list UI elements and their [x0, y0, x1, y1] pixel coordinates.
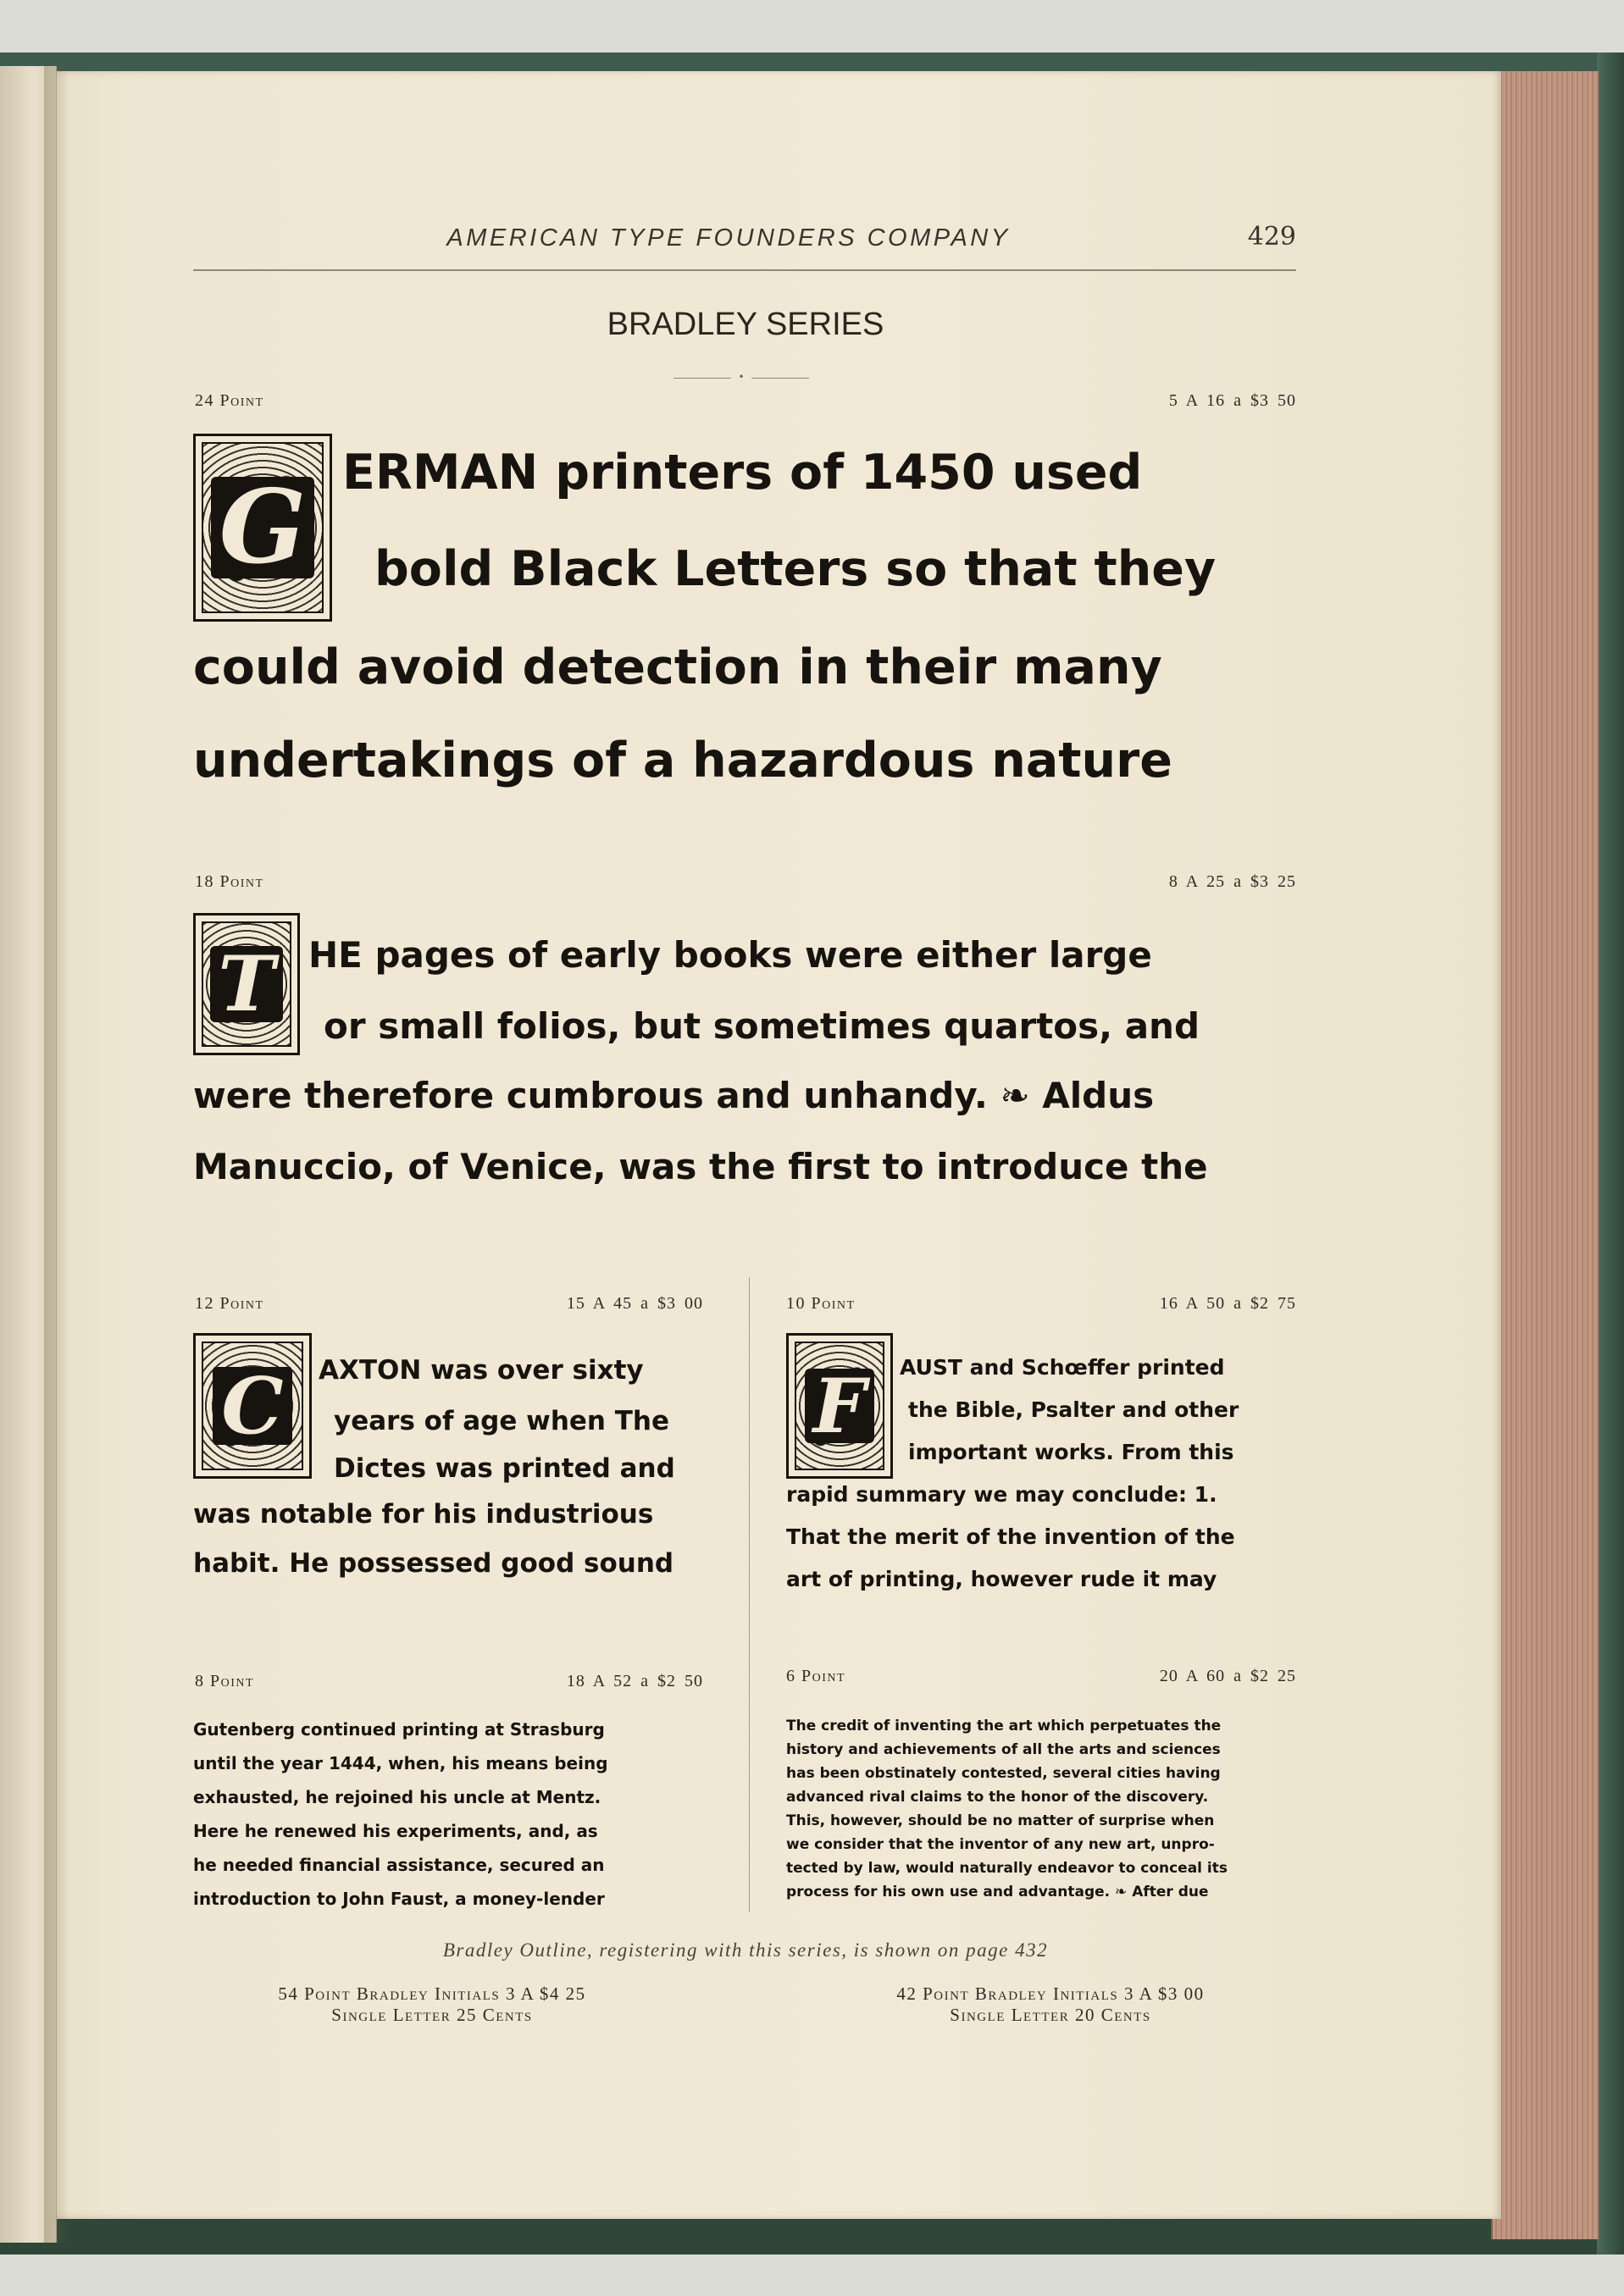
specimen-12pt-line-3: Dictes was printed and: [334, 1453, 675, 1484]
initial-c-12pt: [193, 1333, 312, 1479]
initial-ornament: [202, 1342, 303, 1470]
specimen-8pt-text: [193, 1712, 608, 1916]
header-rule: [193, 269, 1296, 271]
specimen-18pt-line-3: were therefore cumbrous and unhandy. ❧ Aldus: [193, 1075, 1155, 1116]
book-cover-edge: [1597, 53, 1624, 2255]
specimen-6pt-line-8: process for his own use and advantage. ❧ After due: [786, 1884, 1209, 1900]
size-label-24pt: 24 Point: [195, 391, 264, 410]
initials-note-54pt-line-1: 54 Point Bradley Initials 3 A $4 25: [278, 1983, 586, 2004]
specimen-6pt-line-4: advanced rival claims to the honor of the discovery.: [786, 1789, 1209, 1806]
specimen-24pt-line-1: ERMAN printers of 1450 used: [342, 445, 1143, 501]
specimen-18pt-line-2: or small folios, but sometimes quartos, and: [324, 1005, 1200, 1047]
initial-f-10pt: [786, 1333, 893, 1479]
page-number: 429: [1247, 222, 1296, 252]
specimen-6pt-line-2: history and achievements of all the arts and sciences: [786, 1741, 1221, 1758]
initial-letter-c: C: [213, 1367, 291, 1445]
specimen-6pt-line-3: has been obstinately contested, several cities having: [786, 1765, 1221, 1782]
title-ornament: •: [673, 371, 809, 383]
specimen-24pt-line-4: undertakings of a hazardous nature: [193, 733, 1172, 788]
size-label-18pt: 18 Point: [195, 872, 264, 891]
specimen-10pt-line-6: art of printing, however rude it may: [786, 1567, 1217, 1591]
specimen-10pt-line-5: That the merit of the invention of the: [786, 1524, 1235, 1549]
outline-caption: Bradley Outline, registering with this series, is shown on page 432: [442, 1939, 1049, 1961]
specimen-6pt-line-7: tected by law, would naturally endeavor to conceal its: [786, 1860, 1228, 1877]
price-label-6pt: 20 A 60 a $2 25: [1159, 1667, 1296, 1685]
price-label-18pt: 8 A 25 a $3 25: [1168, 872, 1296, 891]
column-divider: [749, 1277, 750, 1912]
initials-note-42pt: [813, 1983, 1288, 2026]
size-label-6pt: 6 Point: [786, 1667, 846, 1685]
initial-letter-t: T: [210, 946, 284, 1022]
price-label-8pt: 18 A 52 a $2 50: [566, 1672, 703, 1690]
initial-letter-f: F: [805, 1369, 874, 1443]
series-title: BRADLEY SERIES: [607, 307, 884, 342]
initial-ornament: [202, 921, 291, 1047]
specimen-8pt-line-3: exhausted, he rejoined his uncle at Mentz.: [193, 1787, 601, 1807]
price-label-24pt: 5 A 16 a $3 50: [1168, 391, 1296, 410]
specimen-10pt-line-2: the Bible, Psalter and other: [908, 1397, 1239, 1422]
specimen-12pt-line-1: AXTON was over sixty: [319, 1355, 644, 1386]
initial-g-24pt: [193, 434, 332, 622]
specimen-6pt-text: [786, 1714, 1228, 1904]
initial-letter-g: G: [211, 477, 314, 578]
initials-note-54pt-line-2: Single Letter 25 Cents: [331, 2005, 533, 2025]
specimen-8pt-line-6: introduction to John Faust, a money-lender: [193, 1889, 605, 1909]
gutter-shadow: [44, 66, 69, 2243]
specimen-10pt-line-4: rapid summary we may conclude: 1.: [786, 1482, 1217, 1507]
size-label-10pt: 10 Point: [786, 1294, 856, 1313]
specimen-6pt-line-1: The credit of inventing the art which perpetuates the: [786, 1718, 1222, 1734]
specimen-12pt-line-4: was notable for his industrious: [193, 1499, 654, 1530]
page-edges: [1491, 71, 1599, 2239]
specimen-18pt-line-4: Manuccio, of Venice, was the first to introduce the: [193, 1146, 1208, 1187]
specimen-18pt-line-1: HE pages of early books were either large: [308, 934, 1152, 976]
initials-note-42pt-line-1: 42 Point Bradley Initials 3 A $3 00: [896, 1983, 1205, 2004]
specimen-6pt-line-6: we consider that the inventor of any new art, unpro-: [786, 1836, 1215, 1853]
specimen-8pt-line-4: Here he renewed his experiments, and, as: [193, 1821, 598, 1841]
specimen-8pt-line-2: until the year 1444, when, his means being: [193, 1753, 608, 1773]
specimen-12pt-line-2: years of age when The: [334, 1406, 670, 1436]
initials-note-42pt-line-2: Single Letter 20 Cents: [950, 2005, 1151, 2025]
specimen-24pt-line-2: bold Black Letters so that they: [374, 541, 1217, 597]
initial-t-18pt: [193, 913, 300, 1055]
price-label-10pt: 16 A 50 a $2 75: [1159, 1294, 1296, 1313]
specimen-6pt-line-5: This, however, should be no matter of surprise when: [786, 1812, 1215, 1829]
size-label-8pt: 8 Point: [195, 1672, 255, 1690]
size-label-12pt: 12 Point: [195, 1294, 264, 1313]
specimen-12pt-line-5: habit. He possessed good sound: [193, 1548, 674, 1579]
specimen-10pt-line-1: AUST and Schœffer printed: [900, 1355, 1225, 1380]
specimen-8pt-line-1: Gutenberg continued printing at Strasburg: [193, 1719, 605, 1740]
initial-ornament: [202, 442, 324, 613]
specimen-8pt-line-5: he needed financial assistance, secured an: [193, 1855, 605, 1875]
price-label-12pt: 15 A 45 a $3 00: [566, 1294, 703, 1313]
initial-ornament: [795, 1342, 884, 1470]
initials-note-54pt: [195, 1983, 669, 2026]
specimen-10pt-line-3: important works. From this: [908, 1440, 1234, 1464]
running-head-title: AMERICAN TYPE FOUNDERS COMPANY: [446, 224, 1011, 252]
specimen-24pt-line-3: could avoid detection in their many: [193, 639, 1162, 695]
